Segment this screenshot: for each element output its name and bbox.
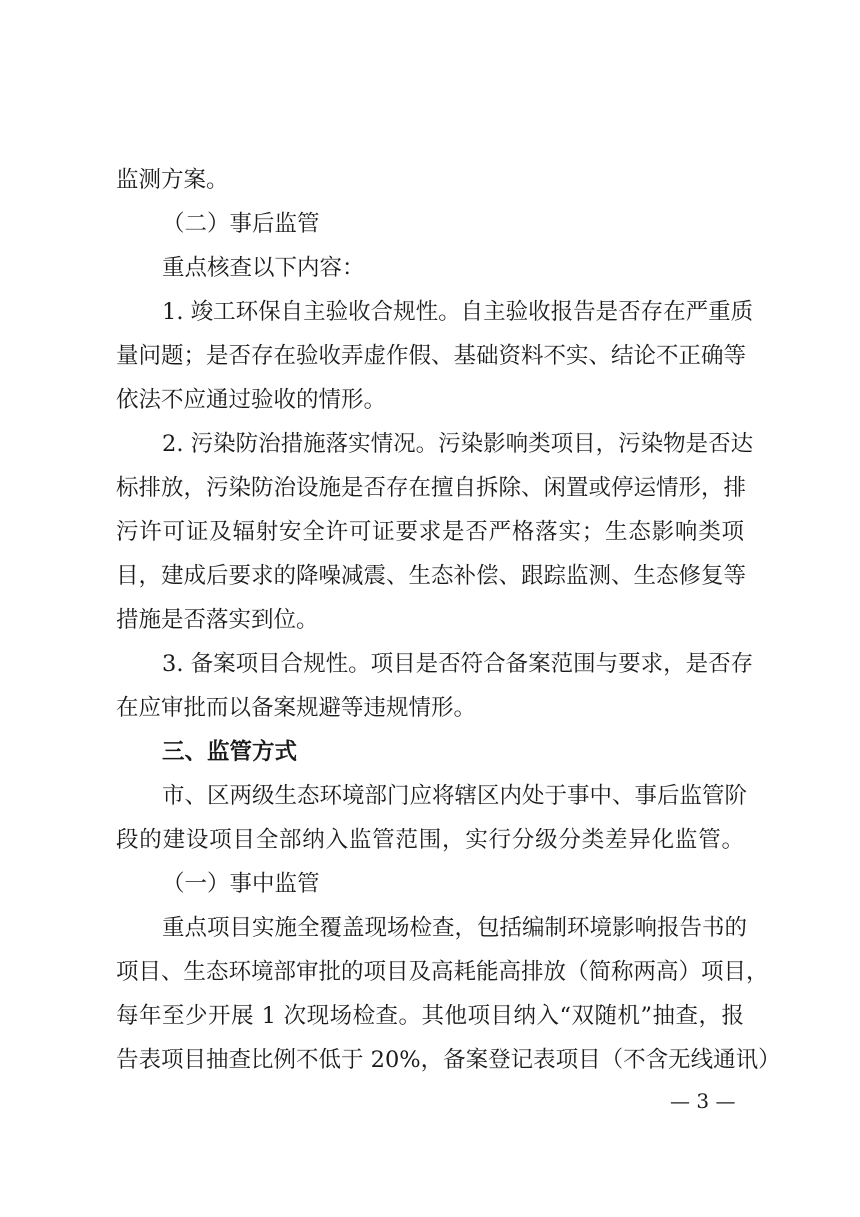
section-heading: （二）事后监管	[162, 211, 320, 237]
paragraph-line: 量问题；是否存在验收弄虚作假、基础资料不实、结论不正确等	[116, 343, 747, 369]
paragraph-line: 1. 竣工环保自主验收合规性。自主验收报告是否存在严重质	[162, 299, 754, 325]
paragraph-line: 标排放，污染防治设施是否存在擅自拆除、闲置或停运情形，排	[116, 475, 747, 501]
chapter-heading: 三、监管方式	[162, 739, 298, 765]
paragraph-line: 段的建设项目全部纳入监管范围，实行分级分类差异化监管。	[116, 827, 744, 853]
paragraph-line: 市、区两级生态环境部门应将辖区内处于事中、事后监管阶	[162, 783, 748, 809]
paragraph-line: 目，建成后要求的降噪减震、生态补偿、跟踪监测、生态修复等	[116, 563, 747, 589]
paragraph-line: 每年至少开展 1 次现场检查。其他项目纳入“双随机”抽查，报	[116, 1003, 744, 1029]
paragraph-line: 在应审批而以备案规避等违规情形。	[116, 695, 477, 721]
paragraph-line: 告表项目抽查比例不低于 20%，备案登记表项目（不含无线通讯）	[116, 1047, 781, 1073]
paragraph-line: 2. 污染防治措施落实情况。污染影响类项目，污染物是否达	[162, 431, 754, 457]
paragraph-line: 依法不应通过验收的情形。	[116, 387, 387, 413]
paragraph-line: 重点项目实施全覆盖现场检查，包括编制环境影响报告书的	[162, 915, 748, 941]
paragraph-line: 污许可证及辐射安全许可证要求是否严格落实；生态影响类项	[116, 519, 744, 545]
paragraph-line: 措施是否落实到位。	[116, 607, 319, 633]
page-number: — 3 —	[670, 1089, 736, 1113]
section-heading: （一）事中监管	[162, 871, 320, 897]
paragraph-line: 重点核查以下内容：	[162, 255, 365, 281]
paragraph-line: 监测方案。	[116, 167, 229, 193]
paragraph-line: 3. 备案项目合规性。项目是否符合备案范围与要求，是否存	[162, 651, 754, 677]
paragraph-line: 项目、生态环境部审批的项目及高耗能高排放（简称两高）项目，	[116, 959, 769, 985]
